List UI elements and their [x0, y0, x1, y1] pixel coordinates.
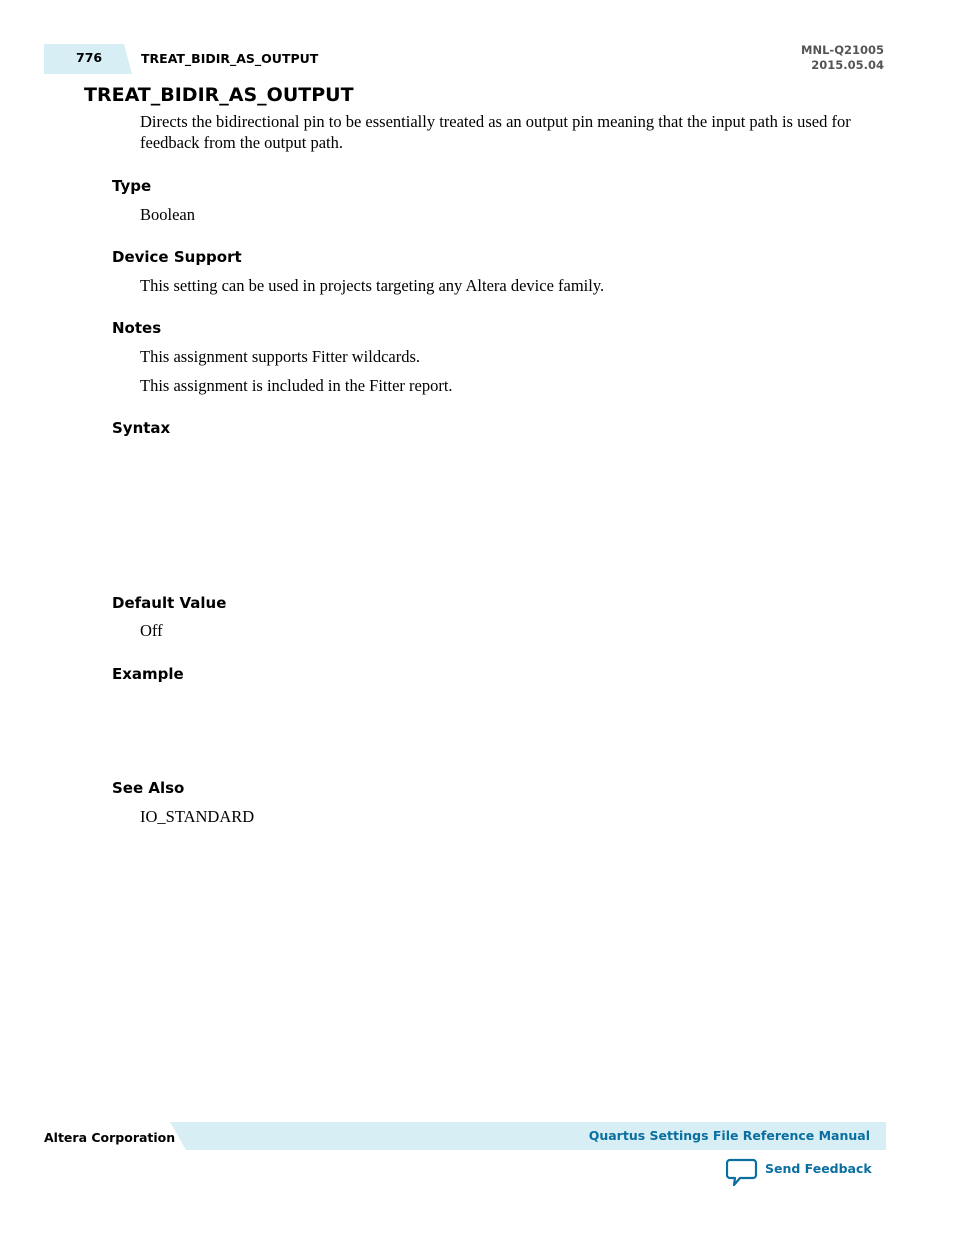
notes-heading: Notes: [112, 319, 162, 337]
document-id-block: [801, 43, 884, 73]
type-heading: Type: [112, 177, 152, 195]
note-item: This assignment supports Fitter wildcards.: [140, 347, 421, 366]
setting-description: Directs the bidirectional pin to be essentially treated as an output pin meaning that the input path is used for feedback from the output path.: [140, 112, 851, 152]
see-also-heading: See Also: [112, 779, 185, 797]
page-number: 776: [76, 50, 103, 65]
speech-bubble-icon[interactable]: [726, 1158, 758, 1188]
default-value-heading: Default Value: [112, 594, 227, 612]
default-value: Off: [140, 621, 163, 640]
syntax-heading: Syntax: [112, 419, 171, 437]
device-support-text: This setting can be used in projects targeting any Altera device family.: [140, 276, 605, 295]
example-heading: Example: [112, 665, 184, 683]
type-value: Boolean: [140, 205, 195, 224]
company-name: Altera Corporation: [44, 1130, 176, 1145]
running-title: TREAT_BIDIR_AS_OUTPUT: [141, 51, 319, 66]
document-id: MNL-Q21005: [801, 43, 884, 57]
send-feedback-link[interactable]: Send Feedback: [765, 1161, 872, 1176]
see-also-item: IO_STANDARD: [140, 807, 255, 826]
device-support-heading: Device Support: [112, 248, 242, 266]
page-title: TREAT_BIDIR_AS_OUTPUT: [84, 84, 354, 106]
document-date: 2015.05.04: [811, 58, 884, 72]
note-item: This assignment is included in the Fitter report.: [140, 376, 453, 395]
manual-title-link[interactable]: Quartus Settings File Reference Manual: [588, 1128, 870, 1143]
